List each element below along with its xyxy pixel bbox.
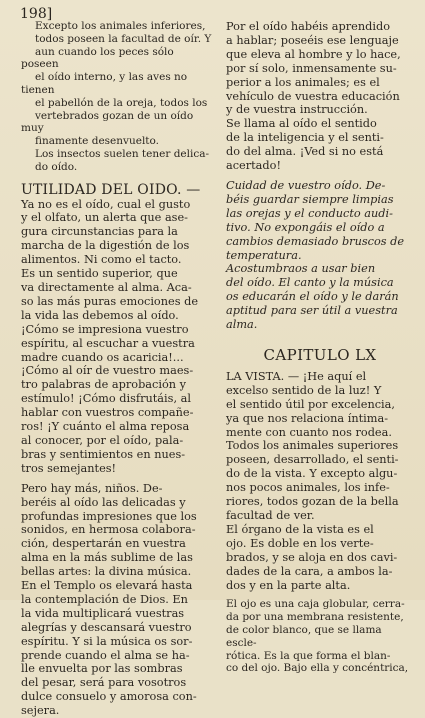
text-line: la vida multiplicará vuestras bbox=[21, 606, 185, 620]
text-line: bras y sentimientos en nues- bbox=[21, 447, 186, 461]
text-line: brados, y se aloja en dos cavi- bbox=[226, 550, 398, 564]
text-line: madre cuando os acaricia!... bbox=[21, 350, 184, 364]
text-line: facultad de ver. bbox=[226, 509, 315, 522]
text-line: Los insectos suelen tener delica- bbox=[35, 147, 210, 160]
text-line: tros semejantes! bbox=[21, 461, 117, 475]
text-line: marcha de la digestión de los bbox=[21, 239, 190, 253]
text-line: el oído interno, y las aves no tienen bbox=[21, 71, 188, 96]
left-body bbox=[21, 198, 213, 476]
text-line: de la inteligencia y el senti- bbox=[226, 131, 384, 145]
text-line: tro palabras de aprobación y bbox=[21, 378, 187, 392]
right-italic-text bbox=[226, 179, 414, 332]
text-line: nos pocos animales, los infe- bbox=[226, 481, 390, 495]
text-line: tivo. No expongáis el oído a bbox=[226, 220, 385, 234]
text-line: béis guardar siempre limpias bbox=[226, 192, 394, 206]
text-line: Cuidad de vuestro oído. De- bbox=[226, 178, 386, 192]
text-line: El ojo es una caja globular, cerra- bbox=[226, 598, 405, 611]
text-line: a hablar; poseéis ese lenguaje bbox=[226, 33, 399, 47]
text-line: mente con cuanto nos rodea. bbox=[226, 425, 392, 439]
text-line: sejera. bbox=[21, 704, 60, 718]
text-line: dulce consuelo y amorosa con- bbox=[21, 690, 197, 704]
text-line: profundas impresiones que los bbox=[21, 509, 197, 523]
text-line: alegrías y descansará vuestro bbox=[21, 620, 192, 634]
text-line: perior a los animales; es el bbox=[226, 75, 380, 89]
text-line: alma. bbox=[226, 318, 258, 332]
text-line: riores, todos gozan de la bella bbox=[226, 495, 399, 509]
text-line: va directamente al alma. Aca- bbox=[21, 281, 192, 294]
text-line: co del ojo. Bajo ella y concéntrica, bbox=[226, 662, 409, 675]
text-line: estímulo! ¡Cómo disfrutáis, al bbox=[21, 392, 191, 406]
text-line: dades de la cara, a ambos la- bbox=[226, 564, 393, 578]
text-line: las orejas y el conducto audi- bbox=[226, 206, 393, 220]
text-line: rótica. Es la que forma el blan- bbox=[226, 649, 391, 662]
text-line: finamente desenvuelto. bbox=[35, 135, 159, 148]
text-line: Todos los animales superiores bbox=[226, 439, 399, 453]
text-line: aptitud para ser útil a vuestra bbox=[226, 304, 398, 318]
page-number: 198] bbox=[20, 6, 53, 22]
text-line: gura circunstancias para la bbox=[21, 225, 178, 239]
text-line: sonidos, en hermosa colabora- bbox=[21, 523, 196, 537]
text-line: Por el oído habéis aprendido bbox=[226, 20, 390, 33]
text-line: alimentos. Ni como el tacto. bbox=[21, 253, 182, 267]
text-line: lle envuelta por las sombras bbox=[21, 662, 183, 676]
text-line: ros! ¡Y cuánto el alma reposa bbox=[21, 420, 190, 434]
text-line: do del alma. ¡Ved si no está bbox=[226, 145, 384, 159]
right-column bbox=[226, 20, 414, 675]
text-line: espíritu. Y si la música os sor- bbox=[21, 634, 193, 648]
section-title: UTILIDAD DEL OIDO. — bbox=[21, 181, 201, 198]
text-line: la contemplación de Dios. En bbox=[21, 592, 188, 606]
text-line: Es un sentido superior, que bbox=[21, 267, 178, 281]
text-line: del oído. El canto y la música bbox=[226, 276, 394, 290]
text-line: Ya no es el oído, cual el gusto bbox=[21, 197, 191, 211]
text-line: ¡Cómo al oír de vuestro maes- bbox=[21, 364, 194, 378]
text-line: al conocer, por el oído, pala- bbox=[21, 433, 184, 447]
text-line: ción, despertarán en vuestra bbox=[21, 537, 186, 551]
text-line: so las más puras emociones de bbox=[21, 294, 198, 308]
text-line: Se llama al oído el sentido bbox=[226, 117, 377, 131]
text-line: Acostumbraos a usar bien bbox=[226, 262, 376, 276]
text-line: el sentido útil por excelencia, bbox=[226, 397, 395, 411]
text-line: por sí solo, inmensamente su- bbox=[226, 61, 397, 75]
text-line: os educarán el oído y le darán bbox=[226, 290, 399, 304]
text-line: espíritu, al escuchar a vuestra bbox=[21, 336, 195, 350]
text-line: do oído. bbox=[35, 160, 78, 173]
left-column bbox=[21, 20, 213, 718]
text-line: ¡Cómo se impresiona vuestro bbox=[21, 322, 189, 336]
text-line: ojo. Es doble en los verte- bbox=[226, 536, 374, 550]
text-line: da por una membrana resistente, bbox=[226, 611, 404, 624]
text-line: del pesar, será para vosotros bbox=[21, 676, 187, 690]
left-note bbox=[21, 20, 213, 174]
text-line: dos y en la parte alta. bbox=[226, 578, 351, 592]
text-line: el pabellón de la oreja, todos los bbox=[35, 96, 208, 109]
text-line: de color blanco, que se llama escle- bbox=[226, 624, 382, 649]
text-line: la vida las debemos al oído. bbox=[21, 308, 179, 322]
text-line: excelso sentido de la luz! Y bbox=[226, 383, 382, 397]
chapter-title: CAPITULO LX bbox=[263, 345, 377, 364]
text-line: prende cuando el alma se ha- bbox=[21, 648, 190, 662]
text-line: y el olfato, un alerta que ase- bbox=[21, 211, 188, 225]
text-line: que eleva al hombre y lo hace, bbox=[226, 47, 401, 61]
text-line: temperatura. bbox=[226, 248, 302, 262]
right-note bbox=[226, 598, 414, 675]
text-line: LA VISTA. — ¡He aquí el bbox=[226, 369, 367, 383]
text-line: poseen, desarrollado, el senti- bbox=[226, 453, 399, 467]
text-line: alma en la más sublime de las bbox=[21, 551, 193, 565]
text-line: El órgano de la vista es el bbox=[226, 522, 374, 536]
text-line: hablar con vuestros compañe- bbox=[21, 406, 194, 420]
text-line: cambios demasiado bruscos de bbox=[226, 234, 405, 248]
text-line: y de vuestra instrucción. bbox=[226, 103, 368, 117]
text-line: vertebrados gozan de un oído muy bbox=[21, 109, 194, 135]
text-line: ya que nos relaciona íntima- bbox=[226, 411, 389, 425]
text-line: todos poseen la facultad de oír. Y bbox=[35, 32, 212, 45]
text-line: vehículo de vuestra educación bbox=[226, 89, 400, 103]
text-line: Excepto los animales inferiores, bbox=[35, 20, 206, 32]
text-line: beréis al oído las delicadas y bbox=[21, 495, 186, 509]
vista-text bbox=[226, 370, 414, 593]
text-line: bellas artes: la divina música. bbox=[21, 565, 192, 579]
text-line: do de la vista. Y excepto algu- bbox=[226, 467, 398, 481]
text-line: aun cuando los peces sólo poseen bbox=[21, 45, 174, 71]
text-line: En el Templo os elevará hasta bbox=[21, 579, 193, 593]
text-line: acertado! bbox=[226, 159, 281, 173]
text-line: Pero hay más, niños. De- bbox=[21, 481, 163, 495]
right-top-text bbox=[226, 20, 414, 173]
